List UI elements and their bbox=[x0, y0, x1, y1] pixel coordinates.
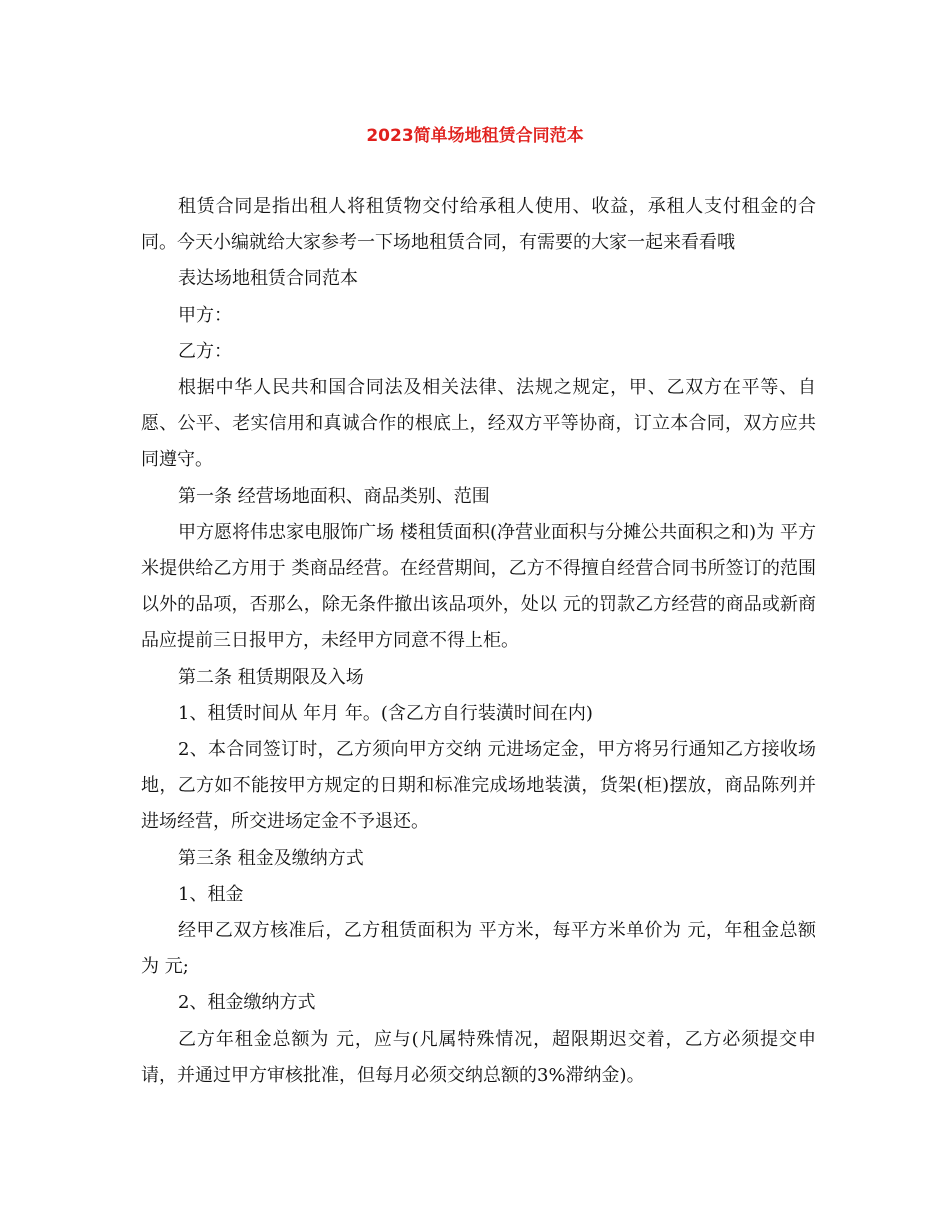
article-1-heading: 第一条 经营场地面积、商品类别、范围 bbox=[178, 485, 490, 507]
article-3-item-1: 1、租金 bbox=[178, 883, 244, 905]
article-3-item-1-text: 经甲乙双方核准后，乙方租赁面积为 平方米，每平方米单价为 元，年租金总额为 元; bbox=[141, 920, 816, 978]
paragraph-party-b: 乙方： bbox=[178, 340, 232, 362]
article-2-item-1: 1、租赁时间从 年月 年。(含乙方自行装潢时间在内) bbox=[178, 702, 593, 724]
document-title: 2023简单场地租赁合同范本 bbox=[366, 126, 584, 146]
article-3-heading: 第三条 租金及缴纳方式 bbox=[178, 847, 364, 869]
article-1-text: 甲方愿将伟忠家电服饰广场 楼租赁面积(净营业面积与分摊公共面积之和)为 平方米提供给乙方用于 类商品经营。在经营期间，乙方不得擅自经营合同书所签订的范围以外的品项，否那么，除无条件撤出该品项外，处以 元的罚款乙方经营的商品或新商品应提前三日报甲方，未经甲方同意不得上柜。 bbox=[141, 521, 816, 652]
paragraph-party-a: 甲方： bbox=[178, 304, 232, 326]
article-3-item-2-text: 乙方年租金总额为 元，应与(凡属特殊情况，超限期迟交着，乙方必须提交申请，并通过甲方审核批准，但每月必须交纳总额的3%滞纳金)。 bbox=[141, 1028, 816, 1086]
article-2-item-2: 2、本合同签订时，乙方须向甲方交纳 元进场定金，甲方将另行通知乙方接收场地，乙方如不能按甲方规定的日期和标准完成场地装潢，货架(柜)摆放，商品陈列并进场经营，所交进场定金不予退还。 bbox=[141, 739, 816, 833]
article-2-heading: 第二条 租赁期限及入场 bbox=[178, 666, 364, 688]
article-3-item-2: 2、租金缴纳方式 bbox=[178, 992, 316, 1014]
paragraph-preamble: 根据中华人民共和国合同法及相关法律、法规之规定，甲、乙双方在平等、自愿、公平、老实信用和真诚合作的根底上，经双方平等协商，订立本合同，双方应共同遵守。 bbox=[141, 377, 816, 471]
document-body bbox=[141, 189, 816, 1094]
paragraph-intro: 租赁合同是指出租人将租赁物交付给承租人使用、收益，承租人支付租金的合同。今天小编就给大家参考一下场地租赁合同，有需要的大家一起来看看哦 bbox=[141, 196, 816, 254]
paragraph-template-heading: 表达场地租赁合同范本 bbox=[178, 268, 358, 290]
